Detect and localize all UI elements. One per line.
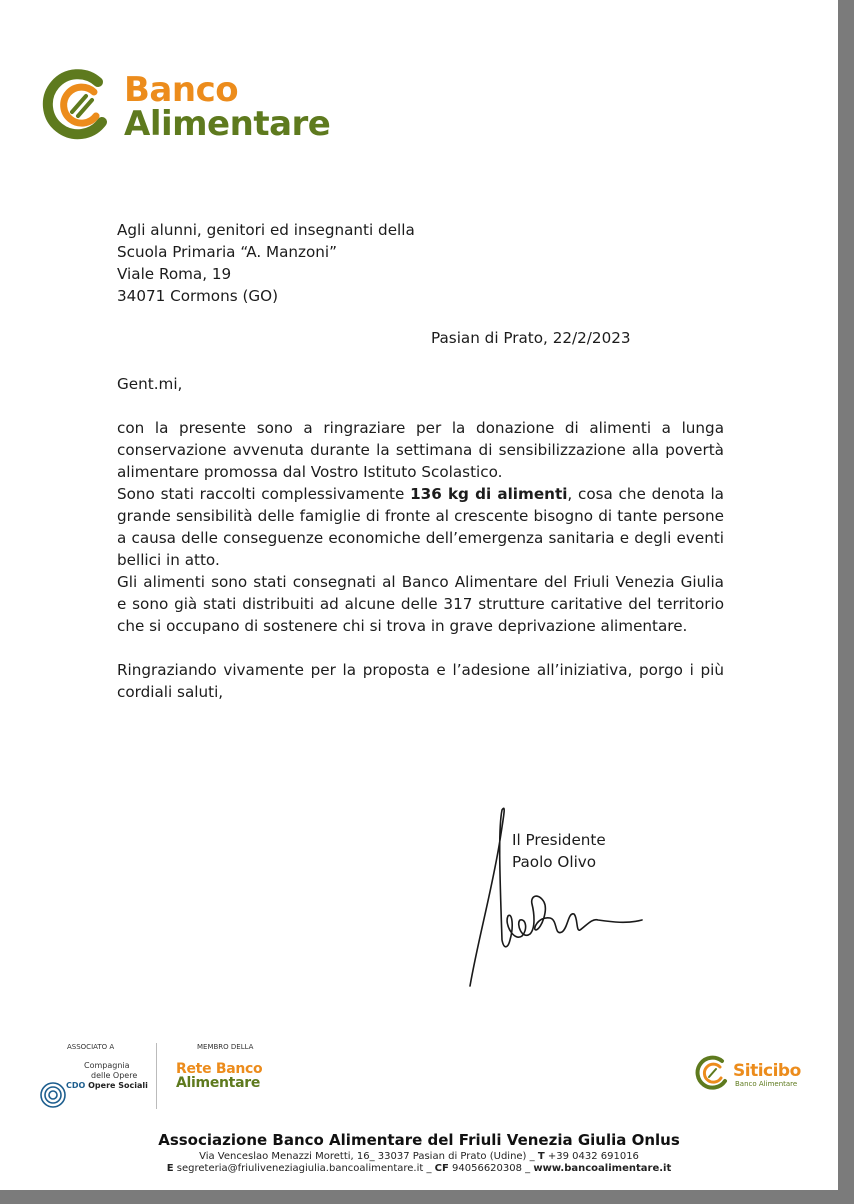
signature-block bbox=[512, 829, 606, 873]
recipient-line: Agli alunni, genitori ed insegnanti della bbox=[117, 221, 415, 239]
footer-address bbox=[0, 1151, 838, 1162]
rete-banco-logo-text: Rete Banco bbox=[176, 1061, 263, 1077]
recipient-address bbox=[117, 219, 724, 307]
siticibo-logo-icon bbox=[695, 1055, 731, 1091]
partner-divider bbox=[156, 1043, 157, 1109]
recipient-line: 34071 Cormons (GO) bbox=[117, 287, 279, 305]
footer-contacts bbox=[0, 1163, 838, 1174]
associated-label: ASSOCIATO A bbox=[67, 1043, 115, 1051]
cdo-text: Compagnia bbox=[84, 1061, 130, 1070]
member-label: MEMBRO DELLA bbox=[197, 1043, 254, 1051]
logo-text-banco: Banco bbox=[124, 70, 239, 110]
siticibo-subtitle: Banco Alimentare bbox=[735, 1080, 798, 1088]
letter-body bbox=[117, 417, 724, 703]
closing-paragraph: Ringraziando vivamente per la proposta e l’adesione all’iniziativa, porgo i più cordiali saluti, bbox=[117, 661, 724, 701]
cdo-text bbox=[66, 1081, 148, 1090]
body-text: , cosa che denota la grande sensibilità delle famiglie di fronte al crescente bisogno di tante persone a causa delle conseguenze economiche dell’emergenza sanitaria e degli eventi bellici in atto. bbox=[117, 485, 724, 569]
footer-cf: 94056620308 _ bbox=[448, 1163, 534, 1174]
footer-address-text: Via Venceslao Menazzi Moretti, 16_ 33037 Pasian di Prato (Udine) _ bbox=[199, 1151, 538, 1162]
recipient-line: Scuola Primaria “A. Manzoni” bbox=[117, 243, 338, 261]
footer-website: www.bancoalimentare.it bbox=[533, 1163, 672, 1174]
body-paragraph: Gli alimenti sono stati consegnati al Banco Alimentare del Friuli Venezia Giulia e sono già stati distribuiti ad alcune delle 317 strutture caritative del territorio che si occupano di sostenere chi si trova in grave deprivazione alimentare. bbox=[117, 573, 724, 635]
body-paragraph bbox=[117, 483, 724, 571]
signatory-role: Il Presidente bbox=[512, 831, 606, 849]
footer-tel: +39 0432 691016 bbox=[544, 1151, 639, 1162]
donation-amount: 136 kg di alimenti bbox=[410, 485, 568, 503]
footer-tel-label: T bbox=[537, 1151, 545, 1162]
cdo-spiral-icon bbox=[40, 1080, 68, 1110]
signatory-name: Paolo Olivo bbox=[512, 853, 597, 871]
footer-cf-label: CF bbox=[434, 1163, 449, 1174]
siticibo-logo-text: Siticibo bbox=[733, 1061, 801, 1081]
greeting: Gent.mi, bbox=[117, 375, 183, 393]
cdo-text: delle Opere bbox=[91, 1071, 138, 1080]
letter-date: Pasian di Prato, 22/2/2023 bbox=[431, 329, 631, 347]
recipient-line: Viale Roma, 19 bbox=[117, 265, 232, 283]
cdo-abbr: CDO bbox=[66, 1081, 86, 1090]
footer-email-label: E bbox=[166, 1163, 174, 1174]
footer-email: segreteria@friuliveneziagiulia.bancoalimentare.it _ bbox=[173, 1163, 435, 1174]
rete-banco-logo-text: Alimentare bbox=[176, 1075, 261, 1091]
footer-organization: Associazione Banco Alimentare del Friuli Venezia Giulia Onlus bbox=[158, 1131, 680, 1149]
body-text: Sono stati raccolti complessivamente bbox=[117, 485, 411, 503]
logo-text-alimentare: Alimentare bbox=[124, 104, 331, 144]
cdo-name: Opere Sociali bbox=[88, 1081, 148, 1090]
body-paragraph: con la presente sono a ringraziare per la donazione di alimenti a lunga conservazione avvenuta durante la settimana di sensibilizzazione alla povertà alimentare promossa dal Vostro Istituto Scolastico. bbox=[117, 419, 724, 481]
banco-alimentare-logo-icon bbox=[40, 66, 120, 146]
banco-alimentare-logo bbox=[40, 66, 350, 146]
